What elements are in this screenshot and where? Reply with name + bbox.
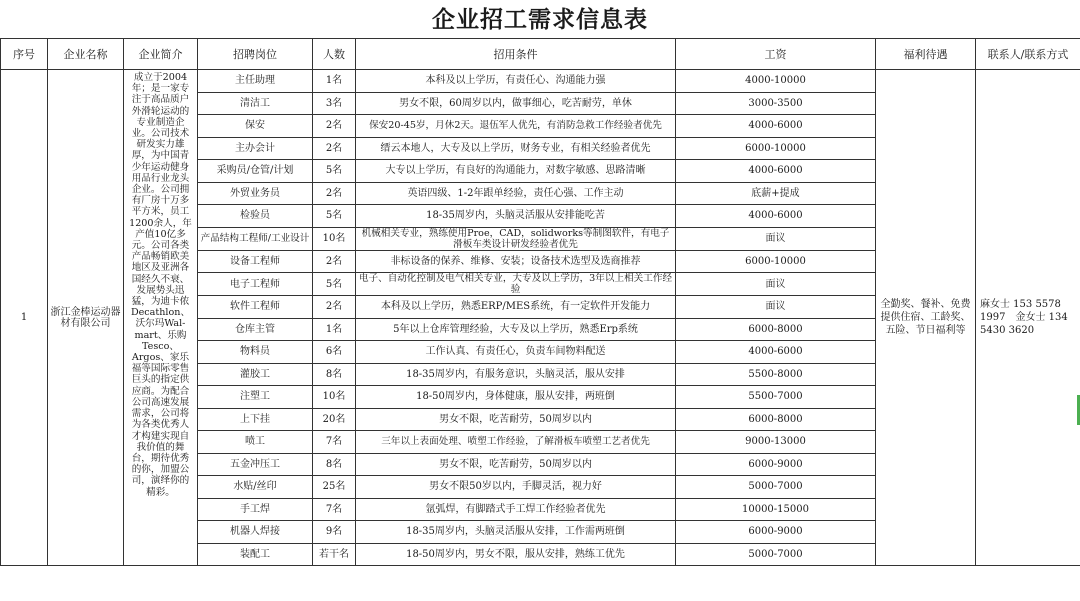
header-position: 招聘岗位 bbox=[198, 39, 313, 70]
header-count: 人数 bbox=[313, 39, 356, 70]
job-salary: 5000-7000 bbox=[676, 476, 876, 499]
job-position: 装配工 bbox=[198, 543, 313, 566]
job-salary: 9000-13000 bbox=[676, 431, 876, 454]
job-count: 10名 bbox=[313, 386, 356, 409]
job-position: 采购员/仓管/计划 bbox=[198, 160, 313, 183]
job-position: 检验员 bbox=[198, 205, 313, 228]
job-count: 1名 bbox=[313, 318, 356, 341]
job-salary: 10000-15000 bbox=[676, 498, 876, 521]
job-count: 2名 bbox=[313, 296, 356, 319]
job-salary: 6000-10000 bbox=[676, 137, 876, 160]
job-requirement: 非标设备的保养、维修、安装；设备技术选型及选商推荐 bbox=[356, 250, 676, 273]
job-salary: 6000-10000 bbox=[676, 250, 876, 273]
job-position: 五金冲压工 bbox=[198, 453, 313, 476]
job-requirement: 18-35周岁内，有服务意识，头脑灵活，服从安排 bbox=[356, 363, 676, 386]
table-row bbox=[1, 70, 1080, 93]
job-salary: 面议 bbox=[676, 273, 876, 296]
header-benefits: 福利待遇 bbox=[876, 39, 976, 70]
job-count: 7名 bbox=[313, 498, 356, 521]
job-count: 3名 bbox=[313, 92, 356, 115]
job-count: 2名 bbox=[313, 182, 356, 205]
header-row bbox=[1, 39, 1080, 70]
job-salary: 5500-8000 bbox=[676, 363, 876, 386]
job-salary: 6000-9000 bbox=[676, 453, 876, 476]
job-requirement: 18-35周岁内，头脑灵活服从安排能吃苦 bbox=[356, 205, 676, 228]
job-salary: 6000-9000 bbox=[676, 521, 876, 544]
job-count: 20名 bbox=[313, 408, 356, 431]
job-requirement: 保安20-45岁，月休2天。退伍军人优先，有消防急救工作经验者优先 bbox=[356, 115, 676, 138]
job-count: 5名 bbox=[313, 160, 356, 183]
job-salary: 底薪+提成 bbox=[676, 182, 876, 205]
job-position: 注塑工 bbox=[198, 386, 313, 409]
job-count: 9名 bbox=[313, 521, 356, 544]
job-salary: 4000-6000 bbox=[676, 341, 876, 364]
job-position: 保安 bbox=[198, 115, 313, 138]
job-position: 主任助理 bbox=[198, 70, 313, 93]
job-count: 7名 bbox=[313, 431, 356, 454]
job-count: 1名 bbox=[313, 70, 356, 93]
job-salary: 面议 bbox=[676, 227, 876, 250]
header-salary: 工资 bbox=[676, 39, 876, 70]
job-salary: 6000-8000 bbox=[676, 318, 876, 341]
job-requirement: 18-50周岁内，男女不限，服从安排，熟练工优先 bbox=[356, 543, 676, 566]
job-requirement: 电子、自动化控制及电气相关专业，大专及以上学历，3年以上相关工作经验 bbox=[356, 273, 676, 296]
job-count: 8名 bbox=[313, 363, 356, 386]
page-title: 企业招工需求信息表 bbox=[432, 6, 648, 33]
job-requirement: 男女不限50岁以内，手脚灵活，视力好 bbox=[356, 476, 676, 499]
job-position: 手工焊 bbox=[198, 498, 313, 521]
job-count: 2名 bbox=[313, 137, 356, 160]
job-requirement: 缙云本地人，大专及以上学历，财务专业，有相关经验者优先 bbox=[356, 137, 676, 160]
company-name: 浙江金棒运动器材有限公司 bbox=[48, 70, 124, 566]
job-requirement: 男女不限，60周岁以内，做事细心，吃苦耐劳，单休 bbox=[356, 92, 676, 115]
header-index: 序号 bbox=[1, 39, 48, 70]
job-salary: 3000-3500 bbox=[676, 92, 876, 115]
job-requirement: 男女不限，吃苦耐劳，50周岁以内 bbox=[356, 408, 676, 431]
job-count: 5名 bbox=[313, 273, 356, 296]
job-position: 设备工程师 bbox=[198, 250, 313, 273]
job-position: 仓库主管 bbox=[198, 318, 313, 341]
recruitment-table bbox=[0, 38, 1080, 566]
job-count: 25名 bbox=[313, 476, 356, 499]
job-requirement: 工作认真、有责任心，负责车间物料配送 bbox=[356, 341, 676, 364]
job-count: 2名 bbox=[313, 250, 356, 273]
job-count: 10名 bbox=[313, 227, 356, 250]
job-requirement: 本科及以上学历，有责任心、沟通能力强 bbox=[356, 70, 676, 93]
company-index: 1 bbox=[1, 70, 48, 566]
job-position: 水贴/丝印 bbox=[198, 476, 313, 499]
job-position: 软件工程师 bbox=[198, 296, 313, 319]
job-requirement: 机械相关专业，熟练使用Proe，CAD，solidworks等制图软件，有电子滑板车类设计研发经验者优先 bbox=[356, 227, 676, 250]
job-salary: 4000-6000 bbox=[676, 205, 876, 228]
job-position: 灌胶工 bbox=[198, 363, 313, 386]
job-position: 清洁工 bbox=[198, 92, 313, 115]
company-intro: 成立于2004年；是一家专注于高品质户外滑轮运动的专业制造企业。公司技术研发实力雄厚，为中国青少年运动健身用品行业龙头企业。公司拥有厂房十万多平方米，员工1200余人，年产值10亿多元。公司各类产品畅销欧美地区及亚洲各国经久不衰、发展势头迅猛，为迪卡侬Decathlon、沃尔玛Wal-mart、乐购Tesco、Argos、家乐福等国际零售巨头的指定供应商。为配合公司高速发展需求，公司将为各类优秀人才构建实现自我价值的舞台，期待优秀的你，加盟公司，演绎你的精彩。 bbox=[124, 70, 198, 566]
job-salary: 4000-6000 bbox=[676, 160, 876, 183]
job-requirement: 英语四级、1-2年跟单经验，责任心强、工作主动 bbox=[356, 182, 676, 205]
job-requirement: 18-50周岁内，身体健康，服从安排，两班倒 bbox=[356, 386, 676, 409]
company-benefits: 全勤奖、餐补、免费提供住宿、工龄奖、五险、节日福利等 bbox=[876, 70, 976, 566]
company-contact: 麻女士 153 5578 1997 金女士 134 5430 3620 bbox=[976, 70, 1080, 566]
job-position: 电子工程师 bbox=[198, 273, 313, 296]
job-position: 外贸业务员 bbox=[198, 182, 313, 205]
job-count: 2名 bbox=[313, 115, 356, 138]
job-requirement: 5年以上仓库管理经验，大专及以上学历，熟悉Erp系统 bbox=[356, 318, 676, 341]
job-position: 主办会计 bbox=[198, 137, 313, 160]
job-salary: 6000-8000 bbox=[676, 408, 876, 431]
job-count: 8名 bbox=[313, 453, 356, 476]
job-requirement: 本科及以上学历，熟悉ERP/MES系统，有一定软件开发能力 bbox=[356, 296, 676, 319]
job-position: 产品结构工程师/工业设计 bbox=[198, 227, 313, 250]
job-requirement: 三年以上表面处理、喷塑工作经验，了解滑板车喷塑工艺者优先 bbox=[356, 431, 676, 454]
job-count: 5名 bbox=[313, 205, 356, 228]
job-requirement: 18-35周岁内，头脑灵活服从安排，工作需两班倒 bbox=[356, 521, 676, 544]
job-salary: 5500-7000 bbox=[676, 386, 876, 409]
header-requirement: 招用条件 bbox=[356, 39, 676, 70]
header-contact: 联系人/联系方式 bbox=[976, 39, 1080, 70]
job-position: 喷工 bbox=[198, 431, 313, 454]
job-position: 物料员 bbox=[198, 341, 313, 364]
job-salary: 4000-10000 bbox=[676, 70, 876, 93]
job-salary: 4000-6000 bbox=[676, 115, 876, 138]
job-position: 机器人焊接 bbox=[198, 521, 313, 544]
job-count: 6名 bbox=[313, 341, 356, 364]
job-count: 若干名 bbox=[313, 543, 356, 566]
header-company-name: 企业名称 bbox=[48, 39, 124, 70]
job-requirement: 男女不限，吃苦耐劳，50周岁以内 bbox=[356, 453, 676, 476]
job-salary: 面议 bbox=[676, 296, 876, 319]
job-salary: 5000-7000 bbox=[676, 543, 876, 566]
job-requirement: 氩弧焊，有脚踏式手工焊工作经验者优先 bbox=[356, 498, 676, 521]
job-position: 上下挂 bbox=[198, 408, 313, 431]
job-requirement: 大专以上学历，有良好的沟通能力，对数字敏感、思路清晰 bbox=[356, 160, 676, 183]
header-company-intro: 企业简介 bbox=[124, 39, 198, 70]
